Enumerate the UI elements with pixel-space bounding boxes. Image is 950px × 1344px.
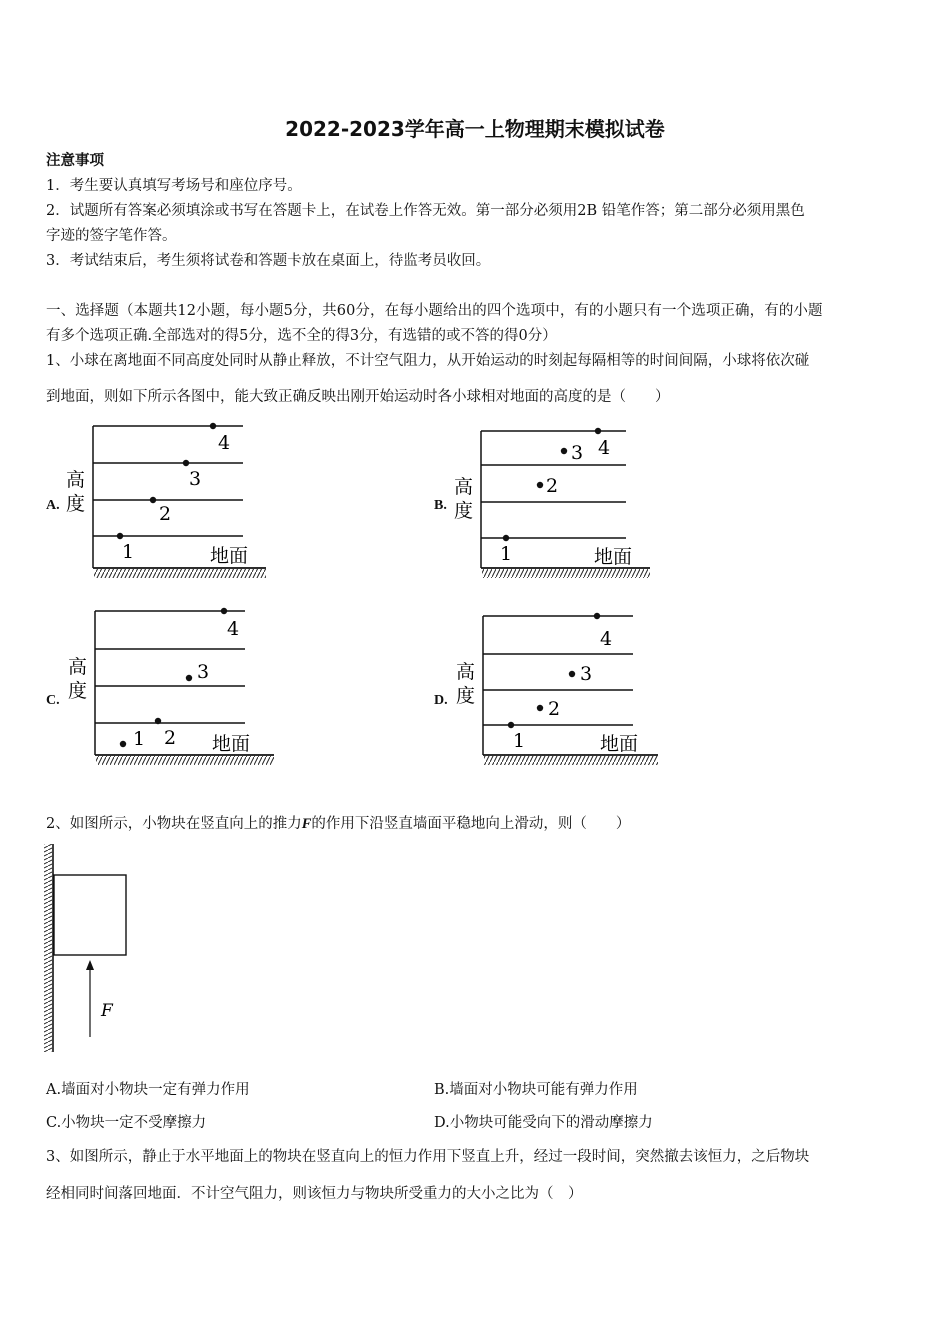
ball-label-2: 2	[159, 503, 172, 525]
ball-3	[183, 460, 189, 466]
q1-option-d-label[interactable]: D.	[434, 693, 448, 708]
notice-item-2: 2．试题所有答案必须填涂或书写在答题卡上，在试卷上作答无效。第一部分必须用2B 铅笔作答；第二部分必须用黑色	[46, 203, 805, 219]
ball-label-1: 1	[133, 728, 146, 750]
q2-option-b[interactable]: B.墙面对小物块可能有弹力作用	[434, 1082, 638, 1098]
ball-4	[594, 613, 600, 619]
ball-2	[150, 497, 156, 503]
q3-stem-line1: 3、如图所示，静止于水平地面上的物块在竖直向上的恒力作用下竖直上升，经过一段时间，突然撤去该恒力，之后物块	[46, 1149, 810, 1165]
ball-label-2: 2	[548, 698, 561, 720]
q2-option-a[interactable]: A.墙面对小物块一定有弹力作用	[46, 1082, 250, 1098]
q1-option-b-label[interactable]: B.	[434, 498, 447, 513]
q1-option-a-label[interactable]: A.	[46, 498, 60, 513]
ball-label-3: 3	[580, 663, 593, 685]
q2-stem-pre: 2、如图所示，小物块在竖直向上的推力	[46, 816, 302, 832]
notice-item-2-cont: 字迹的签字笔作答。	[46, 228, 177, 244]
axis-label-top: 高	[68, 656, 88, 678]
ball-label-3: 3	[189, 468, 202, 490]
q1-stem-line1: 1、小球在离地面不同高度处同时从静止释放，不计空气阻力，从开始运动的时刻起每隔相等的时间间隔，小球将依次碰	[46, 353, 810, 369]
page-title: 2022-2023学年高一上物理期末模拟试卷	[285, 117, 665, 141]
ball-label-2: 2	[164, 727, 177, 749]
q2-option-c[interactable]: C.小物块一定不受摩擦力	[46, 1115, 207, 1131]
ball-label-4: 4	[600, 628, 613, 650]
notice-heading: 注意事项	[46, 152, 104, 169]
axis-label-bottom: 度	[454, 500, 474, 522]
q2-stem-post: 的作用下沿竖直墙面平稳地向上滑动，则（ ）	[311, 816, 631, 832]
ground-label: 地面	[594, 546, 633, 568]
ball-label-1: 1	[500, 543, 513, 565]
ball-label-3: 3	[197, 661, 210, 683]
ball-label-2: 2	[546, 475, 559, 497]
block	[54, 875, 126, 955]
q2-stem	[46, 815, 630, 833]
q1-option-b-figure[interactable]	[448, 425, 663, 585]
ball-2	[155, 718, 161, 724]
ball-label-4: 4	[218, 432, 231, 454]
ground-label: 地面	[600, 733, 639, 755]
ball-4	[210, 423, 216, 429]
notice-item-3: 3．考试结束后，考生须将试卷和答题卡放在桌面上，待监考员收回。	[46, 253, 491, 269]
ball-4	[595, 428, 601, 434]
section-instructions-line1: 一、选择题（本题共12小题，每小题5分，共60分，在每小题给出的四个选项中，有的小题只有一个选项正确，有的小题	[46, 303, 823, 319]
ball-3	[561, 448, 567, 454]
axis-label-top: 高	[66, 469, 86, 491]
ball-label-4: 4	[598, 437, 611, 459]
q1-option-a-figure[interactable]	[60, 420, 275, 580]
ball-1	[117, 533, 123, 539]
section-instructions-line2: 有多个选项正确.全部选对的得5分，选不全的得3分，有选错的或不答的得0分）	[46, 328, 557, 344]
notice-item-1: 1．考生要认真填写考场号和座位序号。	[46, 178, 302, 194]
ball-label-1: 1	[122, 541, 135, 563]
axis-label-top: 高	[454, 476, 474, 498]
axis-label-bottom: 度	[66, 493, 86, 515]
axis-label-bottom: 度	[456, 685, 476, 707]
q1-option-c-label[interactable]: C.	[46, 693, 60, 708]
ground-label: 地面	[212, 733, 251, 755]
ball-1	[503, 535, 509, 541]
axis-label-bottom: 度	[68, 680, 88, 702]
ball-3	[186, 675, 192, 681]
q1-option-d-figure[interactable]	[450, 610, 665, 775]
q1-stem-line2: 到地面，则如下所示各图中，能大致正确反映出刚开始运动时各小球相对地面的高度的是（ ）	[46, 389, 670, 405]
q2-force-variable: F	[301, 816, 312, 832]
ball-4	[221, 608, 227, 614]
ball-1	[120, 741, 126, 747]
q1-option-c-figure[interactable]	[62, 605, 277, 775]
ball-2	[537, 705, 543, 711]
ball-1	[508, 722, 514, 728]
q3-stem-line2: 经相同时间落回地面．不计空气阻力，则该恒力与物块所受重力的大小之比为（ ）	[46, 1186, 583, 1202]
ground-label: 地面	[210, 545, 249, 567]
ball-label-4: 4	[227, 618, 240, 640]
ball-3	[569, 671, 575, 677]
q2-figure	[40, 842, 140, 1057]
ball-label-3: 3	[571, 442, 584, 464]
ball-label-1: 1	[513, 730, 526, 752]
ball-2	[537, 482, 543, 488]
force-label: F	[101, 1001, 113, 1021]
q2-option-d[interactable]: D.小物块可能受向下的滑动摩擦力	[434, 1115, 653, 1131]
axis-label-top: 高	[456, 661, 476, 683]
